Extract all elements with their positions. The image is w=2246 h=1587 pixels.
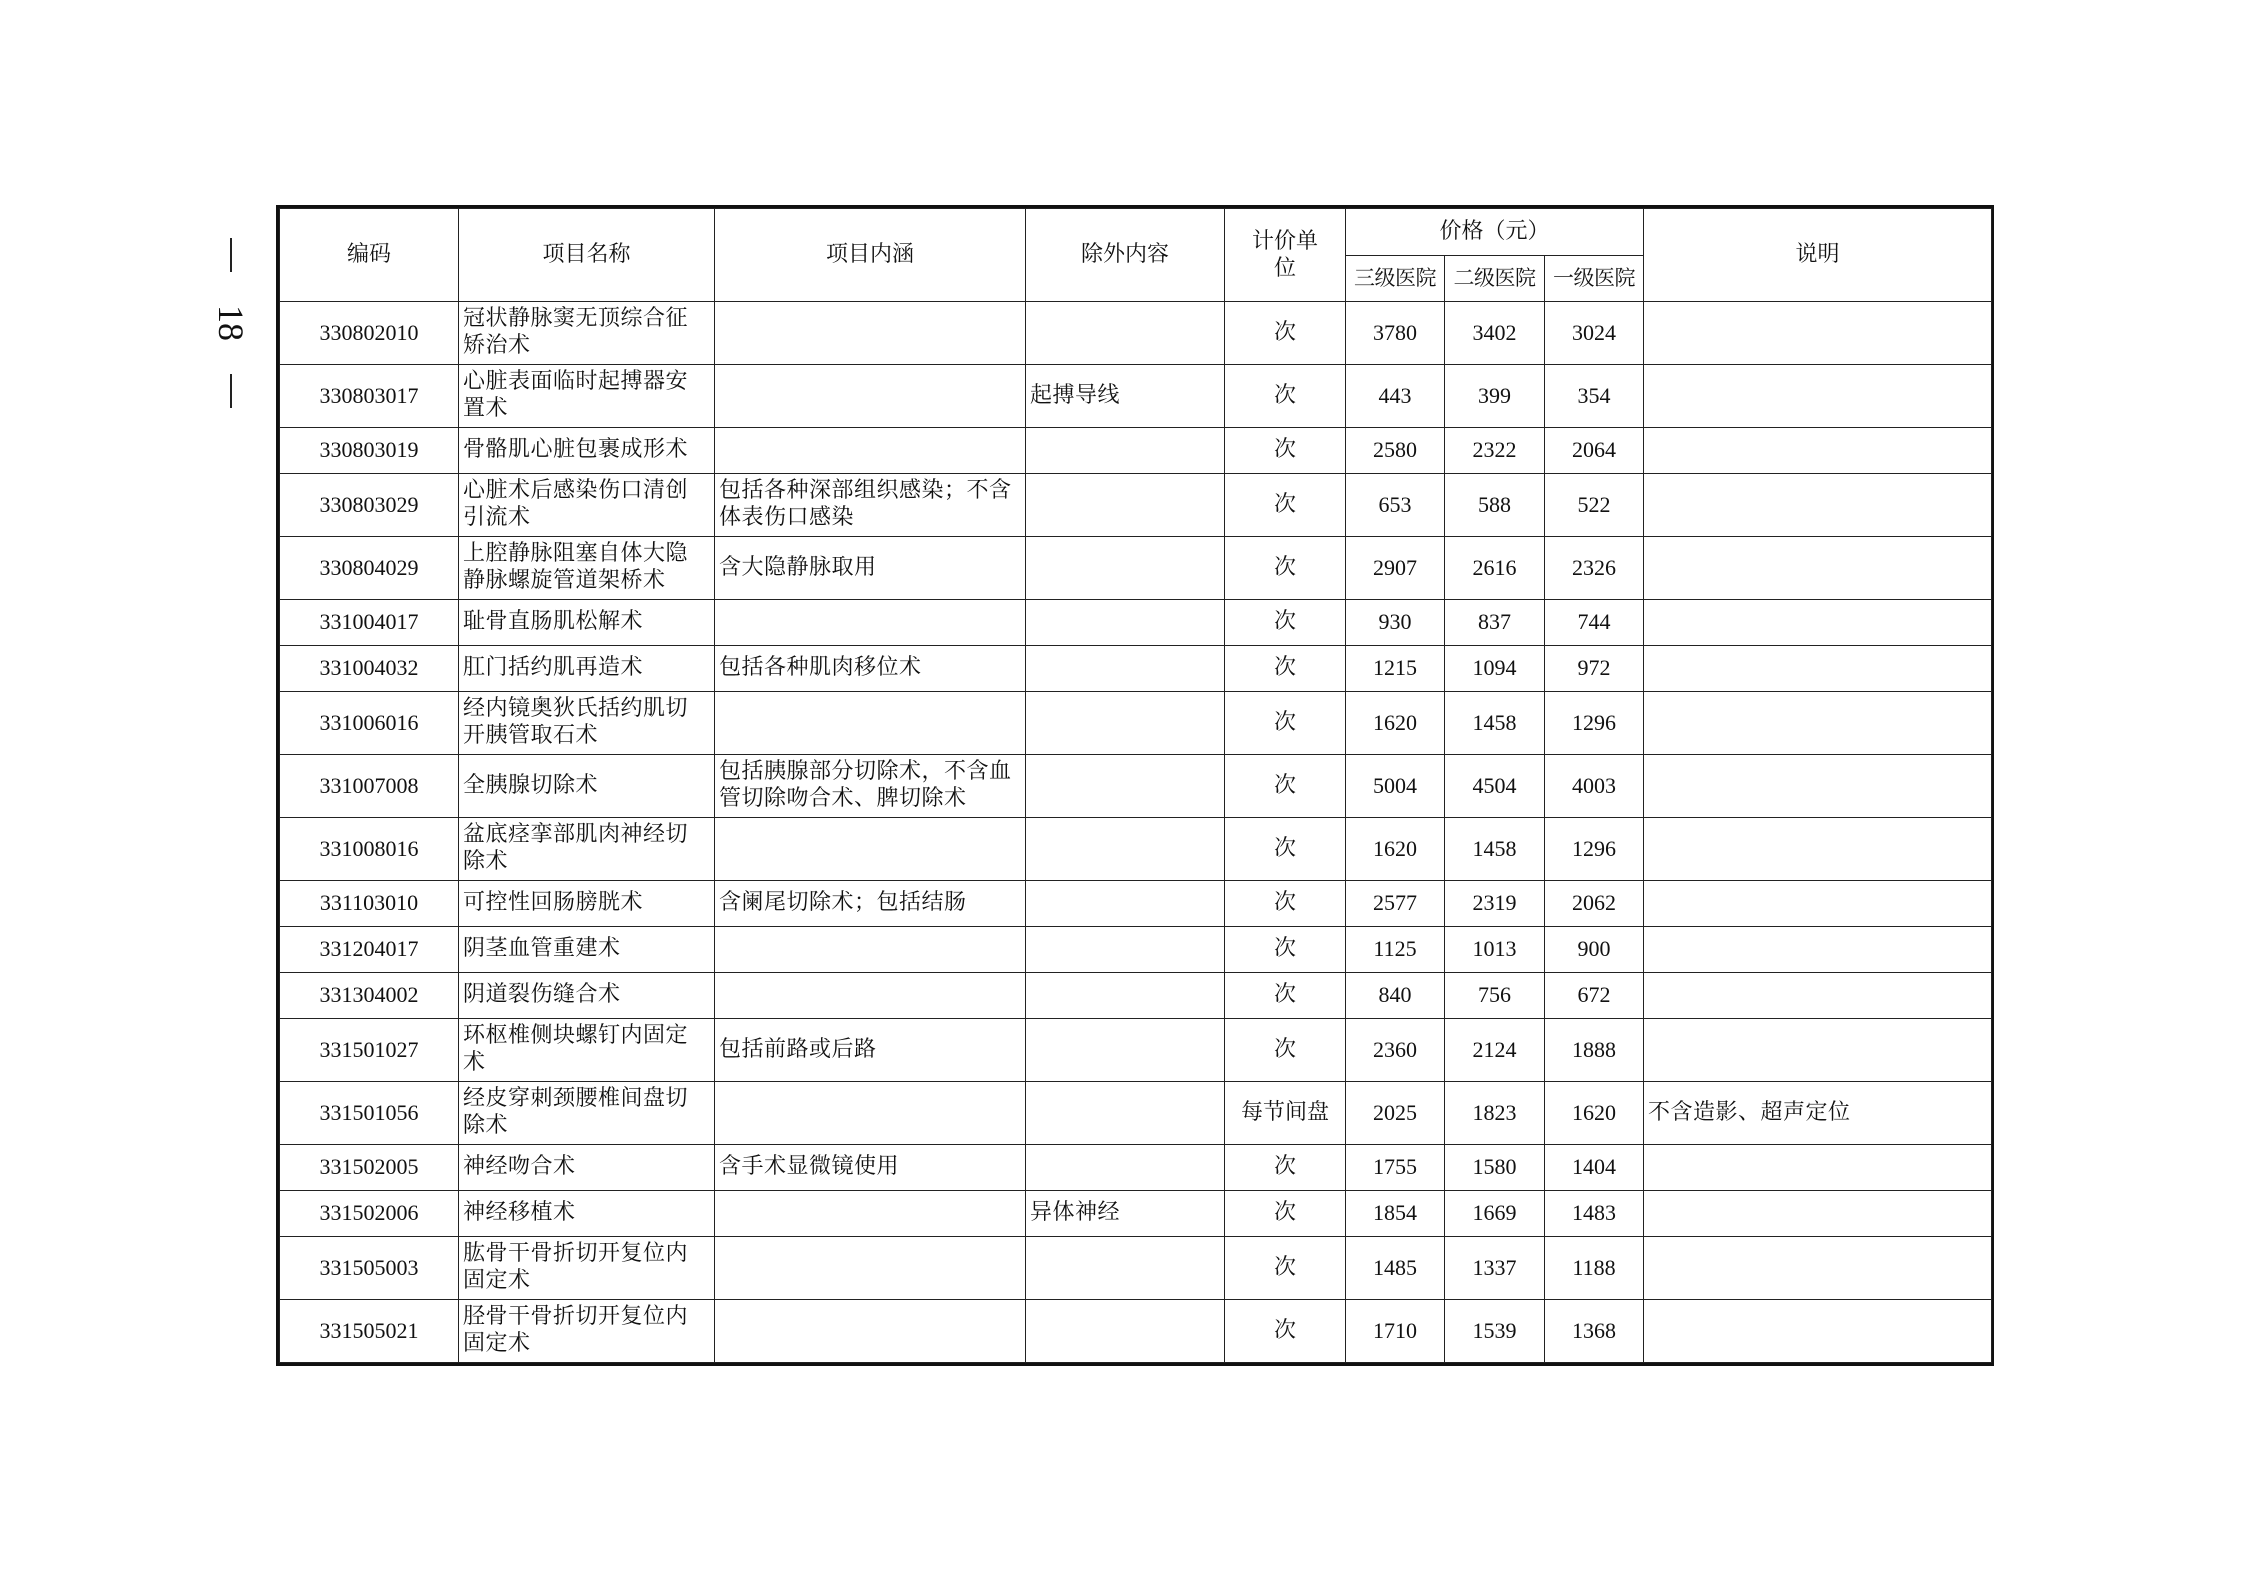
cell-note xyxy=(1644,1145,1992,1191)
cell-name: 经皮穿刺颈腰椎间盘切除术 xyxy=(459,1082,715,1145)
cell-price-tier1: 4003 xyxy=(1545,755,1644,818)
cell-price-tier3: 930 xyxy=(1346,600,1445,646)
cell-unit: 次 xyxy=(1225,1191,1346,1237)
cell-price-tier3: 2907 xyxy=(1346,537,1445,600)
cell-code: 330802010 xyxy=(280,302,459,365)
cell-excluded: 起搏导线 xyxy=(1026,365,1225,428)
cell-price-tier3: 2025 xyxy=(1346,1082,1445,1145)
table-row xyxy=(280,692,1992,755)
table-row xyxy=(280,302,1992,365)
cell-price-tier3: 1755 xyxy=(1346,1145,1445,1191)
cell-price-tier3: 5004 xyxy=(1346,755,1445,818)
table-row xyxy=(280,881,1992,927)
cell-price-tier2: 756 xyxy=(1445,973,1545,1019)
cell-price-tier1: 354 xyxy=(1545,365,1644,428)
cell-code: 330803017 xyxy=(280,365,459,428)
cell-excluded xyxy=(1026,600,1225,646)
cell-note xyxy=(1644,818,1992,881)
cell-code: 331103010 xyxy=(280,881,459,927)
cell-code: 331304002 xyxy=(280,973,459,1019)
cell-unit: 次 xyxy=(1225,1019,1346,1082)
cell-price-tier2: 4504 xyxy=(1445,755,1545,818)
cell-note xyxy=(1644,302,1992,365)
cell-scope xyxy=(715,1191,1026,1237)
cell-note xyxy=(1644,881,1992,927)
cell-excluded xyxy=(1026,818,1225,881)
cell-name: 心脏表面临时起搏器安置术 xyxy=(459,365,715,428)
cell-name: 可控性回肠膀胱术 xyxy=(459,881,715,927)
price-table-container xyxy=(276,205,1994,1366)
table-row xyxy=(280,365,1992,428)
cell-excluded xyxy=(1026,1300,1225,1363)
page-number-dash-bottom xyxy=(230,374,232,408)
cell-price-tier3: 1215 xyxy=(1346,646,1445,692)
cell-price-tier1: 972 xyxy=(1545,646,1644,692)
cell-code: 330804029 xyxy=(280,537,459,600)
table-row xyxy=(280,600,1992,646)
price-table xyxy=(279,208,1992,1363)
cell-scope: 包括胰腺部分切除术，不含血管切除吻合术、脾切除术 xyxy=(715,755,1026,818)
cell-price-tier2: 1094 xyxy=(1445,646,1545,692)
header-note: 说明 xyxy=(1644,209,1992,302)
cell-price-tier3: 1485 xyxy=(1346,1237,1445,1300)
table-row xyxy=(280,973,1992,1019)
cell-name: 经内镜奥狄氏括约肌切开胰管取石术 xyxy=(459,692,715,755)
table-header xyxy=(280,209,1992,302)
cell-unit: 次 xyxy=(1225,1237,1346,1300)
cell-name: 耻骨直肠肌松解术 xyxy=(459,600,715,646)
cell-price-tier1: 1368 xyxy=(1545,1300,1644,1363)
table-row xyxy=(280,1237,1992,1300)
cell-excluded: 异体神经 xyxy=(1026,1191,1225,1237)
cell-price-tier1: 2064 xyxy=(1545,428,1644,474)
cell-code: 331505021 xyxy=(280,1300,459,1363)
cell-unit: 次 xyxy=(1225,1300,1346,1363)
cell-code: 331004032 xyxy=(280,646,459,692)
cell-price-tier2: 1539 xyxy=(1445,1300,1545,1363)
cell-unit: 次 xyxy=(1225,474,1346,537)
cell-name: 骨骼肌心脏包裹成形术 xyxy=(459,428,715,474)
cell-excluded xyxy=(1026,881,1225,927)
cell-note xyxy=(1644,646,1992,692)
cell-unit: 次 xyxy=(1225,755,1346,818)
cell-price-tier2: 3402 xyxy=(1445,302,1545,365)
cell-scope xyxy=(715,692,1026,755)
cell-name: 肛门括约肌再造术 xyxy=(459,646,715,692)
cell-scope xyxy=(715,1300,1026,1363)
cell-unit: 次 xyxy=(1225,818,1346,881)
cell-scope xyxy=(715,973,1026,1019)
table-row xyxy=(280,1082,1992,1145)
cell-note xyxy=(1644,1300,1992,1363)
cell-excluded xyxy=(1026,537,1225,600)
cell-price-tier1: 2062 xyxy=(1545,881,1644,927)
page-number xyxy=(196,238,266,408)
cell-name: 阴茎血管重建术 xyxy=(459,927,715,973)
cell-price-tier1: 744 xyxy=(1545,600,1644,646)
cell-code: 331204017 xyxy=(280,927,459,973)
cell-note xyxy=(1644,600,1992,646)
cell-price-tier3: 1620 xyxy=(1346,818,1445,881)
table-row xyxy=(280,1019,1992,1082)
cell-name: 盆底痉挛部肌肉神经切除术 xyxy=(459,818,715,881)
cell-price-tier1: 522 xyxy=(1545,474,1644,537)
cell-price-tier2: 1458 xyxy=(1445,692,1545,755)
cell-scope: 含手术显微镜使用 xyxy=(715,1145,1026,1191)
table-row xyxy=(280,646,1992,692)
cell-price-tier2: 588 xyxy=(1445,474,1545,537)
cell-code: 331006016 xyxy=(280,692,459,755)
cell-note xyxy=(1644,537,1992,600)
table-body xyxy=(280,302,1992,1363)
cell-price-tier2: 1337 xyxy=(1445,1237,1545,1300)
cell-price-tier1: 2326 xyxy=(1545,537,1644,600)
cell-note xyxy=(1644,428,1992,474)
header-unit: 计价单位 xyxy=(1225,209,1346,302)
cell-name: 神经吻合术 xyxy=(459,1145,715,1191)
cell-price-tier1: 1296 xyxy=(1545,818,1644,881)
cell-note xyxy=(1644,1191,1992,1237)
cell-price-tier1: 900 xyxy=(1545,927,1644,973)
cell-price-tier2: 2124 xyxy=(1445,1019,1545,1082)
cell-scope: 包括前路或后路 xyxy=(715,1019,1026,1082)
cell-scope xyxy=(715,600,1026,646)
header-tier1: 一级医院 xyxy=(1545,256,1644,302)
cell-price-tier2: 1013 xyxy=(1445,927,1545,973)
cell-price-tier2: 2319 xyxy=(1445,881,1545,927)
cell-name: 全胰腺切除术 xyxy=(459,755,715,818)
cell-scope xyxy=(715,818,1026,881)
cell-name: 神经移植术 xyxy=(459,1191,715,1237)
cell-excluded xyxy=(1026,1145,1225,1191)
cell-price-tier1: 1188 xyxy=(1545,1237,1644,1300)
cell-unit: 次 xyxy=(1225,692,1346,755)
cell-price-tier2: 1458 xyxy=(1445,818,1545,881)
cell-scope: 包括各种深部组织感染；不含体表伤口感染 xyxy=(715,474,1026,537)
cell-excluded xyxy=(1026,646,1225,692)
table-row xyxy=(280,1191,1992,1237)
header-excluded: 除外内容 xyxy=(1026,209,1225,302)
cell-price-tier3: 3780 xyxy=(1346,302,1445,365)
cell-price-tier2: 2616 xyxy=(1445,537,1545,600)
cell-price-tier2: 1669 xyxy=(1445,1191,1545,1237)
page-number-dash-top xyxy=(230,238,232,272)
cell-name: 上腔静脉阻塞自体大隐静脉螺旋管道架桥术 xyxy=(459,537,715,600)
header-code: 编码 xyxy=(280,209,459,302)
cell-price-tier1: 3024 xyxy=(1545,302,1644,365)
cell-name: 环枢椎侧块螺钉内固定术 xyxy=(459,1019,715,1082)
cell-note xyxy=(1644,755,1992,818)
header-name: 项目名称 xyxy=(459,209,715,302)
cell-scope: 包括各种肌肉移位术 xyxy=(715,646,1026,692)
cell-price-tier1: 1404 xyxy=(1545,1145,1644,1191)
cell-scope: 含大隐静脉取用 xyxy=(715,537,1026,600)
cell-note xyxy=(1644,692,1992,755)
cell-scope: 含阑尾切除术；包括结肠 xyxy=(715,881,1026,927)
cell-price-tier1: 672 xyxy=(1545,973,1644,1019)
cell-note xyxy=(1644,927,1992,973)
cell-code: 331505003 xyxy=(280,1237,459,1300)
cell-note xyxy=(1644,474,1992,537)
table-row xyxy=(280,1300,1992,1363)
cell-excluded xyxy=(1026,1082,1225,1145)
cell-price-tier3: 443 xyxy=(1346,365,1445,428)
cell-unit: 次 xyxy=(1225,365,1346,428)
cell-price-tier2: 1580 xyxy=(1445,1145,1545,1191)
cell-scope xyxy=(715,1237,1026,1300)
cell-excluded xyxy=(1026,302,1225,365)
cell-code: 331004017 xyxy=(280,600,459,646)
cell-price-tier1: 1620 xyxy=(1545,1082,1644,1145)
table-row xyxy=(280,818,1992,881)
cell-price-tier3: 2577 xyxy=(1346,881,1445,927)
table-row xyxy=(280,1145,1992,1191)
cell-unit: 每节间盘 xyxy=(1225,1082,1346,1145)
cell-price-tier1: 1483 xyxy=(1545,1191,1644,1237)
cell-excluded xyxy=(1026,692,1225,755)
cell-price-tier2: 2322 xyxy=(1445,428,1545,474)
cell-price-tier3: 1854 xyxy=(1346,1191,1445,1237)
cell-scope xyxy=(715,927,1026,973)
cell-excluded xyxy=(1026,1237,1225,1300)
cell-scope xyxy=(715,365,1026,428)
cell-code: 330803029 xyxy=(280,474,459,537)
cell-note: 不含造影、超声定位 xyxy=(1644,1082,1992,1145)
table-row xyxy=(280,755,1992,818)
table-row xyxy=(280,537,1992,600)
cell-unit: 次 xyxy=(1225,881,1346,927)
cell-scope xyxy=(715,428,1026,474)
cell-code: 331007008 xyxy=(280,755,459,818)
cell-excluded xyxy=(1026,428,1225,474)
cell-scope xyxy=(715,302,1026,365)
cell-price-tier1: 1888 xyxy=(1545,1019,1644,1082)
cell-name: 肱骨干骨折切开复位内固定术 xyxy=(459,1237,715,1300)
cell-code: 331501056 xyxy=(280,1082,459,1145)
cell-name: 阴道裂伤缝合术 xyxy=(459,973,715,1019)
cell-code: 330803019 xyxy=(280,428,459,474)
cell-excluded xyxy=(1026,474,1225,537)
cell-unit: 次 xyxy=(1225,927,1346,973)
cell-price-tier3: 1125 xyxy=(1346,927,1445,973)
cell-price-tier2: 1823 xyxy=(1445,1082,1545,1145)
page-number-value: 18 xyxy=(211,305,251,341)
cell-code: 331502005 xyxy=(280,1145,459,1191)
cell-unit: 次 xyxy=(1225,600,1346,646)
table-row xyxy=(280,927,1992,973)
cell-price-tier1: 1296 xyxy=(1545,692,1644,755)
cell-code: 331501027 xyxy=(280,1019,459,1082)
cell-unit: 次 xyxy=(1225,973,1346,1019)
cell-price-tier3: 2580 xyxy=(1346,428,1445,474)
cell-code: 331008016 xyxy=(280,818,459,881)
cell-unit: 次 xyxy=(1225,428,1346,474)
cell-note xyxy=(1644,973,1992,1019)
cell-excluded xyxy=(1026,755,1225,818)
cell-unit: 次 xyxy=(1225,302,1346,365)
cell-note xyxy=(1644,365,1992,428)
cell-note xyxy=(1644,1237,1992,1300)
table-row xyxy=(280,428,1992,474)
header-price-group: 价格（元） xyxy=(1346,209,1644,256)
cell-price-tier3: 1710 xyxy=(1346,1300,1445,1363)
header-scope: 项目内涵 xyxy=(715,209,1026,302)
cell-price-tier3: 653 xyxy=(1346,474,1445,537)
cell-excluded xyxy=(1026,1019,1225,1082)
header-tier2: 二级医院 xyxy=(1445,256,1545,302)
cell-excluded xyxy=(1026,927,1225,973)
cell-unit: 次 xyxy=(1225,1145,1346,1191)
cell-note xyxy=(1644,1019,1992,1082)
header-tier3: 三级医院 xyxy=(1346,256,1445,302)
cell-unit: 次 xyxy=(1225,537,1346,600)
cell-name: 心脏术后感染伤口清创引流术 xyxy=(459,474,715,537)
cell-name: 胫骨干骨折切开复位内固定术 xyxy=(459,1300,715,1363)
cell-scope xyxy=(715,1082,1026,1145)
cell-price-tier3: 840 xyxy=(1346,973,1445,1019)
cell-name: 冠状静脉窦无顶综合征矫治术 xyxy=(459,302,715,365)
cell-code: 331502006 xyxy=(280,1191,459,1237)
cell-price-tier3: 2360 xyxy=(1346,1019,1445,1082)
cell-excluded xyxy=(1026,973,1225,1019)
cell-price-tier2: 837 xyxy=(1445,600,1545,646)
cell-unit: 次 xyxy=(1225,646,1346,692)
cell-price-tier2: 399 xyxy=(1445,365,1545,428)
cell-price-tier3: 1620 xyxy=(1346,692,1445,755)
table-row xyxy=(280,474,1992,537)
